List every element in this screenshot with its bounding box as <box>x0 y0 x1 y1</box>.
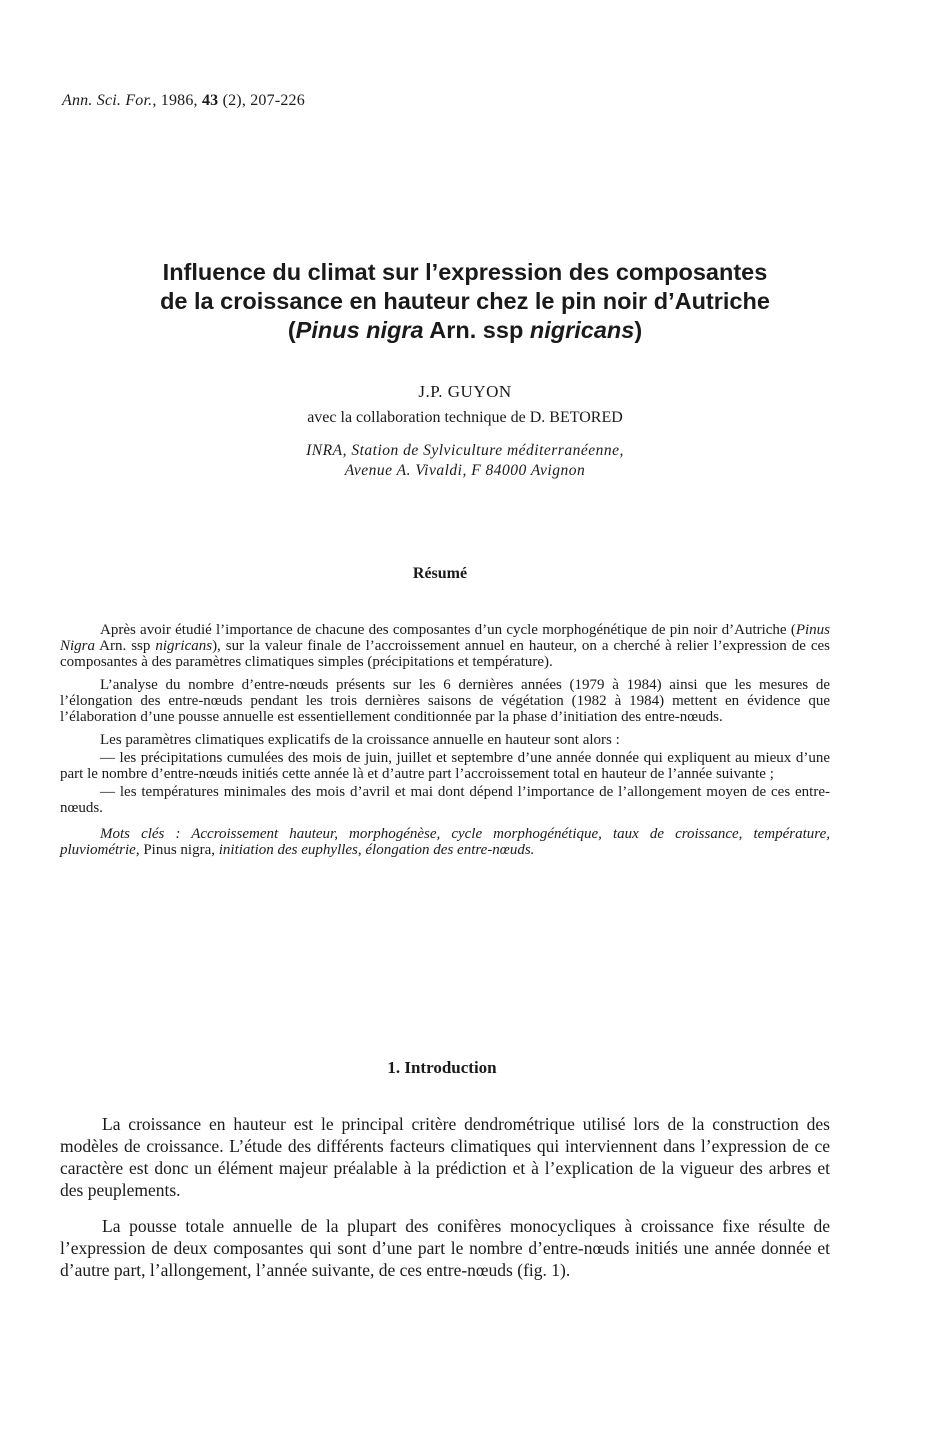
abstract-p1-text-b: Arn. ssp <box>95 638 156 654</box>
abstract-p1-text-c: ), sur la valeur finale de l’accroissement annuel en hauteur, on a cherché à relier l’expression de ces composantes à des paramètres climatiques simples (précipitations et température). <box>60 638 830 670</box>
title-paren-open: ( <box>287 317 296 343</box>
title-mid: Arn. ssp <box>423 317 530 343</box>
paper-title <box>60 258 870 345</box>
title-subspecies: nigricans <box>529 317 635 343</box>
collaboration: avec la collaboration technique de D. BETORED <box>307 409 623 426</box>
introduction-body <box>60 1113 830 1295</box>
title-line-1: Influence du climat sur l’expression des composantes <box>162 259 768 285</box>
abstract-subspecies: nigricans <box>155 638 213 654</box>
affiliation <box>0 441 930 481</box>
introduction-paragraph-1: La croissance en hauteur est le principal critère dendrométrique utilisé lors de la construction des modèles de croissance. L’étude des différents facteurs climatiques qui interviennent dans l’expression de ce caractère est donc un élément majeur préalable à la prédiction et à l’explication de la vigueur des arbres et des peuplements. <box>60 1114 830 1200</box>
keywords-text-b: , initiation des euphylles, élongation des entre-nœuds. <box>211 842 535 858</box>
affiliation-line-1: INRA, Station de Sylviculture méditerranéenne, <box>306 442 624 459</box>
affiliation-line-2: Avenue A. Vivaldi, F 84000 Avignon <box>344 462 586 479</box>
title-genus: Pinus nigra <box>295 317 424 343</box>
abstract-paragraph-1 <box>60 622 830 670</box>
abstract-paragraph-5: — les températures minimales des mois d’avril et mai dont dépend l’importance de l’allongement moyen de ces entre-nœuds. <box>60 784 830 816</box>
abstract-paragraph-4: — les précipitations cumulées des mois de juin, juillet et septembre d’une année donnée qui expliquent au mieux d’une part le nombre d’entre-nœuds initiés cette année là et d’autre part l’accroissement total en hauteur de l’année suivante ; <box>60 750 830 782</box>
introduction-paragraph-2: La pousse totale annuelle de la plupart des conifères monocycliques à croissance fixe résulte de l’expression de deux composantes qui sont d’une part le nombre d’entre-nœuds initiés une année donnée et d’autre part, l’allongement, l’année suivante, de ces entre-nœuds (fig. 1). <box>60 1216 830 1280</box>
keywords-species: Pinus nigra <box>143 842 212 858</box>
journal-year: 1986, <box>160 92 198 109</box>
title-line-2: de la croissance en hauteur chez le pin noir d’Autriche <box>160 288 770 314</box>
journal-citation <box>62 92 305 110</box>
keywords <box>60 826 830 858</box>
journal-name: Ann. Sci. For., <box>62 92 157 109</box>
abstract-species: Pinus Nigra <box>60 622 830 654</box>
keywords-text-a: Mots clés : Accroissement hauteur, morphogénèse, cycle morphogénétique, taux de croissance, température, pluviométrie, <box>60 826 830 858</box>
title-paren-close: ) <box>634 317 643 343</box>
author: J.P. GUYON <box>418 382 512 401</box>
title-line-3 <box>60 316 870 345</box>
abstract <box>60 622 830 865</box>
journal-issue-pages: (2), 207-226 <box>222 92 305 109</box>
journal-volume: 43 <box>201 92 219 109</box>
abstract-paragraph-2: L’analyse du nombre d’entre-nœuds présents sur les 6 dernières années (1979 à 1984) ainsi que les mesures de l’élongation des entre-nœuds pendant les trois dernières saisons de végétation (1982 à 1984) mettent en évidence que l’élaboration d’une pousse annuelle est essentiellement conditionnée par la phase d’initiation des entre-nœuds. <box>60 677 830 725</box>
introduction-heading: 1. Introduction <box>387 1058 497 1077</box>
abstract-p1-text-a: Après avoir étudié l’importance de chacune des composantes d’un cycle morphogénétique de pin noir d’Autriche ( <box>100 622 796 638</box>
abstract-paragraph-3: Les paramètres climatiques explicatifs de la croissance annuelle en hauteur sont alors : <box>100 732 620 748</box>
resume-heading: Résumé <box>412 565 468 582</box>
